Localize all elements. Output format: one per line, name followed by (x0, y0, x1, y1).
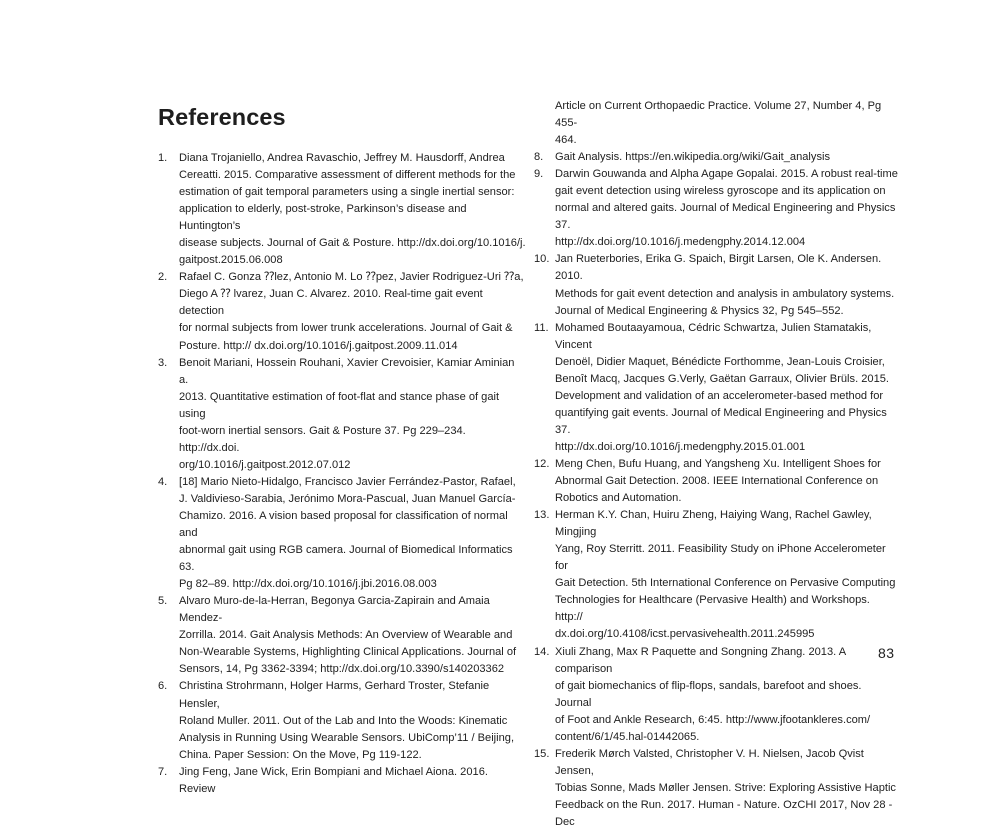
reference-number: 14. (534, 645, 550, 658)
reference-item (534, 98, 898, 149)
reference-number: 11. (534, 321, 549, 334)
reference-item (534, 251, 898, 319)
reference-item (158, 355, 526, 474)
reference-text: Benoit Mariani, Hossein Rouhani, Xavier Crevoisier, Kamiar Aminian a. 2013. Quantitative estimation of foot-flat and stance phase of gait using foot-worn inertial sensors. Gait & Posture 37. Pg 229–234. http://dx.doi. org/10.1016/j.gaitpost.2012.07.012 (179, 356, 515, 471)
reference-item (534, 507, 898, 643)
reference-number: 12. (534, 457, 550, 470)
reference-text: Diana Trojaniello, Andrea Ravaschio, Jeffrey M. Hausdorff, Andrea Cereatti. 2015. Comparative assessment of different methods for the estimation of gait temporal parameters using a single inertial sensor: application to elderly, post-stroke, Parkinson’s disease and Huntington’s disease subjects. Journal of Gait & Posture. http://dx.doi.org/10.1016/j. gaitpost.2015.06.008 (179, 152, 526, 267)
reference-number: 15. (534, 747, 550, 760)
reference-item (534, 149, 898, 166)
reference-text: Gait Analysis. https://en.wikipedia.org/wiki/Gait_analysis (555, 151, 831, 164)
reference-text: Jing Feng, Jane Wick, Erin Bompiani and Michael Aiona. 2016. Review (179, 765, 488, 795)
reference-number: 6. (158, 680, 168, 693)
reference-item (158, 150, 526, 269)
reference-item (534, 456, 898, 507)
reference-number: 4. (158, 475, 168, 488)
reference-text: Alvaro Muro-de-la-Herran, Begonya Garcia-Zapirain and Amaia Mendez- Zorrilla. 2014. Gait Analysis Methods: An Overview of Wearable and Non-Wearable Systems, Highlighting Clinical Applications. Journal of Sensors, 14, Pg 3362-3394; http://dx.doi.org/10.3390/s140203362 (179, 595, 517, 676)
reference-number: 7. (158, 765, 168, 778)
page-number: 83 (878, 645, 895, 661)
reference-text: Christina Strohrmann, Holger Harms, Gerhard Troster, Stefanie Hensler, Roland Muller. 2011. Out of the Lab and Into the Woods: Kinematic Analysis in Running Using Wearable Sensors. UbiComp’11 / Beijing, China. Paper Session: On the Move, Pg 119-122. (179, 680, 515, 761)
reference-number: 3. (158, 356, 168, 369)
reference-text: Frederik Mørch Valsted, Christopher V. H. Nielsen, Jacob Qvist Jensen, Tobias Sonne, Mads Møller Jensen. Strive: Exploring Assistive Haptic Feedback on the Run. 2017. Human - Nature. OzCHI 2017, Nov 28 - Dec (555, 747, 896, 828)
reference-number: 10. (534, 253, 550, 266)
reference-number: 9. (534, 168, 544, 181)
reference-number: 13. (534, 509, 550, 522)
reference-text: [18] Mario Nieto-Hidalgo, Francisco Javier Ferrández-Pastor, Rafael, J. Valdivieso-Sarabia, Jerónimo Mora-Pascual, Juan Manuel García- Chamizo. 2016. A vision based proposal for classification of normal and abnormal gait using RGB camera. Journal of Biomedical Informatics 63. Pg 82–89. http://dx.doi.org/10.1016/j.jbi.2016.08.003 (179, 475, 516, 591)
reference-number: 2. (158, 271, 168, 284)
reference-number: 8. (534, 151, 544, 164)
reference-text: Meng Chen, Bufu Huang, and Yangsheng Xu. Intelligent Shoes for Abnormal Gait Detection. 2008. IEEE International Conference on Robotics and Automation. (555, 457, 881, 505)
reference-item (534, 166, 898, 251)
reference-text: Rafael C. Gonza ⁇lez, Antonio M. Lo ⁇pez, Javier Rodriguez-Uri ⁇a, Diego A ⁇ lvarez, Juan C. Alvarez. 2010. Real-time gait event detection for normal subjects from lower trunk accelerations. Journal of Gait & Posture. http:// dx.doi.org/10.1016/j.gaitpost.2009.11.014 (179, 271, 524, 352)
reference-item (158, 474, 526, 593)
reference-item (158, 269, 526, 354)
reference-text: Xiuli Zhang, Max R Paquette and Songning Zhang. 2013. A comparison of gait biomechanics of flip-flops, sandals, barefoot and shoes. Journal of Foot and Ankle Research, 6:45. http://www.jfootankleres.com/ content/6/1/45.hal-01442065. (555, 645, 871, 743)
reference-number: 5. (158, 595, 168, 608)
reference-item (534, 746, 898, 831)
reference-text: Darwin Gouwanda and Alpha Agape Gopalai. 2015. A robust real-time gait event detection using wireless gyroscope and its application on normal and altered gaits. Journal of Medical Engineering and Physics 37. http://dx.doi.org/10.1016/j.medengphy.2014.12.004 (555, 168, 898, 249)
reference-text: Jan Rueterbories, Erika G. Spaich, Birgit Larsen, Ole K. Andersen. 2010. Methods for gait event detection and analysis in ambulatory systems. Journal of Medical Engineering & Physics 32, Pg 545–552. (555, 253, 895, 317)
reference-text: Article on Current Orthopaedic Practice. Volume 27, Number 4, Pg 455- 464. (555, 100, 882, 147)
reference-number: 1. (158, 152, 168, 164)
references-list-left-column (158, 150, 526, 798)
references-list-right-column (534, 98, 898, 831)
reference-item (534, 644, 898, 746)
references-heading: References (158, 104, 286, 130)
reference-item (158, 764, 526, 798)
reference-text: Herman K.Y. Chan, Huiru Zheng, Haiying Wang, Rachel Gawley, Mingjing Yang, Roy Sterritt. 2011. Feasibility Study on iPhone Accelerometer for Gait Detection. 5th International Conference on Pervasive Computing Technologies for Healthcare (Pervasive Health) and Workshops. http:// dx.doi.org/10.4108/icst.pervasivehealth.2011.245995 (555, 509, 896, 641)
reference-item (158, 678, 526, 763)
reference-item (534, 320, 898, 456)
reference-text: Mohamed Boutaayamoua, Cédric Schwartza, Julien Stamatakis, Vincent Denoël, Didier Maquet, Bénédicte Forthomme, Jean-Louis Croisier, Benoît Macq, Jacques G.Verly, Gaëtan Garraux, Olivier Brüls. 2015. Development and validation of an accelerometer-based method for quantifying gait events. Journal of Medical Engineering and Physics 37. http://dx.doi.org/10.1016/j.medengphy.2015.01.001 (555, 321, 889, 453)
reference-item (158, 593, 526, 678)
